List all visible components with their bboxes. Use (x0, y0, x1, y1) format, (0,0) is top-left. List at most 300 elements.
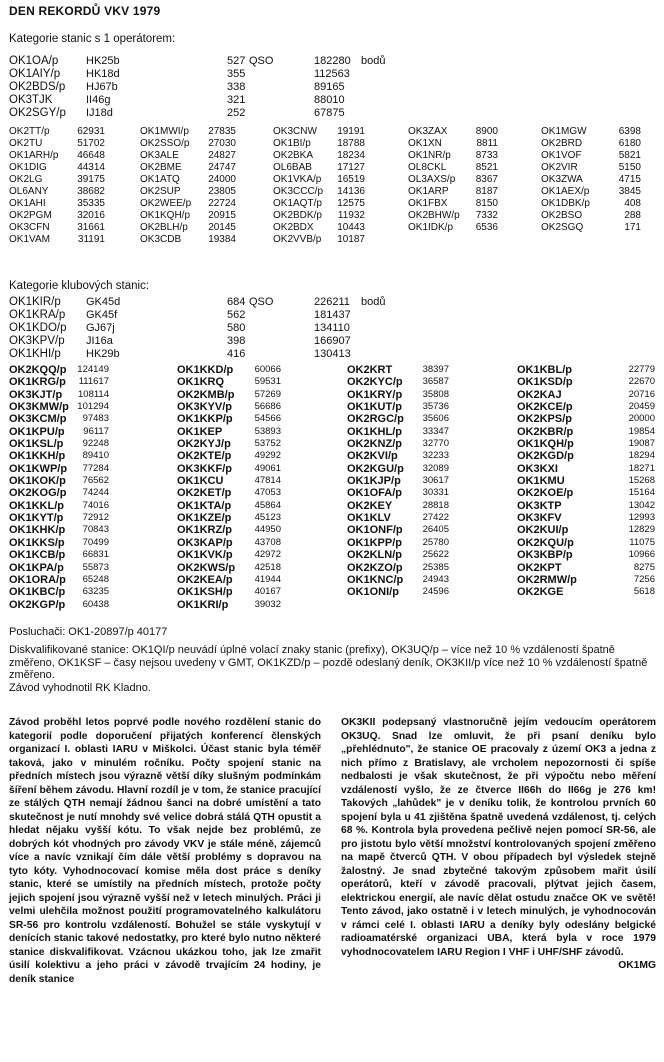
points: 27030 (208, 138, 236, 149)
callsign: OK2VIR (541, 162, 578, 173)
points: 112563 (314, 68, 350, 80)
callsign: OK2BDS/p (9, 81, 66, 93)
points: 10443 (337, 222, 365, 233)
callsign: OK2KYC/p (347, 376, 403, 389)
qso-count: 416 (227, 348, 246, 360)
callsign: OK1KMU (517, 475, 565, 488)
callsign: OK2KGD/p (517, 450, 574, 463)
callsign: OK1KCB/p (9, 549, 66, 562)
callsign: OK1KSD/p (517, 376, 573, 389)
points: 108114 (78, 388, 109, 400)
qso-label: QSO (249, 296, 274, 308)
callsign: OK1KPA/p (9, 561, 64, 574)
page-title: DEN REKORDŮ VKV 1979 (9, 4, 161, 18)
points: 124149 (77, 364, 109, 375)
callsign: OK1ONF/p (347, 524, 403, 537)
callsign: OK2KRT (347, 364, 393, 376)
points: 20459 (628, 401, 655, 413)
points: 97483 (82, 413, 109, 425)
callsign: OK2KMB/p (177, 388, 235, 401)
callsign: OK1KPU/p (9, 425, 65, 438)
callsign: OK1KRY/p (347, 388, 403, 401)
callsign: OK1ATQ (140, 174, 180, 185)
callsign: OK2SGQ (541, 222, 584, 233)
callsign: OK2KZO/p (347, 561, 403, 574)
callsign: OK1KCU (177, 475, 224, 488)
callsign: OK1NR/p (408, 150, 451, 161)
points: 23805 (208, 186, 236, 197)
callsign: OK1KKL/p (9, 499, 64, 512)
club-heading: Kategorie klubových stanic: (9, 280, 149, 292)
callsign: OK1KPP/p (347, 536, 403, 549)
callsign: OK2BDK/p (273, 210, 322, 221)
callsign: OK1ARP (408, 186, 449, 197)
callsign: OK2KWS/p (177, 561, 236, 574)
callsign: OK1KRQ (177, 376, 225, 389)
points: 11075 (629, 536, 655, 548)
points: 39175 (77, 174, 105, 185)
points: 66831 (82, 549, 109, 561)
callsign: OK2KOE/p (517, 487, 574, 500)
callsign: OK3CFN (9, 222, 50, 233)
points: 14136 (337, 186, 365, 197)
article-left-column (9, 716, 321, 986)
single-operator-heading: Kategorie stanic s 1 operátorem: (9, 33, 176, 45)
locator: HK25b (86, 55, 120, 67)
points: 3845 (618, 186, 641, 197)
points: 32089 (422, 462, 449, 474)
points: 28818 (422, 499, 449, 511)
points: 42972 (254, 549, 281, 561)
points: 22670 (628, 376, 655, 388)
qso-count: 684 (227, 296, 246, 308)
callsign: OK2KCE/p (517, 401, 573, 414)
points: 27835 (208, 126, 236, 137)
callsign: OK2KLN/p (347, 549, 402, 562)
points: 8811 (476, 138, 498, 149)
callsign: OK2BLH/p (140, 222, 188, 233)
points: 35808 (422, 388, 449, 400)
callsign: OK2SGY/p (9, 107, 66, 119)
points: 10966 (628, 549, 655, 561)
callsign: OK2KET/p (177, 487, 232, 500)
points: 18271 (628, 462, 655, 474)
callsign: OK1KBC/p (9, 586, 66, 599)
callsign: OK2KQU/p (517, 536, 574, 549)
points: 6180 (618, 138, 641, 149)
callsign: OK2KEY (347, 499, 393, 512)
callsign: OK1KRG/p (9, 376, 66, 389)
points: 24943 (422, 573, 449, 585)
callsign: OK1KHI/p (9, 348, 61, 360)
callsign: OK3KKF/p (177, 462, 232, 475)
callsign: OK1KZE/p (177, 512, 232, 525)
callsign: OK3KPV/p (9, 335, 65, 347)
callsign: OK1ORA/p (9, 573, 66, 586)
points: 57269 (254, 388, 281, 400)
points: 47053 (254, 487, 281, 499)
callsign: OK2KTE/p (177, 450, 232, 463)
callsign: OK1KRZ/p (177, 524, 232, 537)
points: 8275 (633, 561, 655, 573)
points: 20145 (208, 222, 236, 233)
points: 63235 (82, 586, 109, 598)
points: 101294 (77, 401, 109, 413)
points: 25385 (422, 561, 449, 573)
points: 24596 (422, 586, 449, 598)
callsign: OK2BDX (273, 222, 314, 233)
points: 70843 (82, 524, 109, 536)
points: 35335 (77, 198, 105, 209)
points: 12993 (628, 512, 655, 524)
points: 6398 (618, 126, 641, 137)
callsign: OK1KJP/p (347, 475, 401, 488)
callsign: OK1KKD/p (177, 364, 234, 376)
points: 32233 (422, 450, 449, 462)
points: 36587 (422, 376, 449, 388)
qso-count: 580 (227, 322, 246, 334)
callsign: OK1IDK/p (408, 222, 454, 233)
callsign: OK2BSO (541, 210, 583, 221)
callsign: OK1KNC/p (347, 573, 404, 586)
callsign: OK2KOG/p (9, 487, 67, 500)
points: 67875 (314, 107, 345, 119)
points: 43708 (254, 536, 281, 548)
qso-count: 527 (227, 55, 246, 67)
points: 88010 (314, 94, 345, 106)
callsign: OK2TU (9, 138, 43, 149)
points: 17127 (337, 162, 365, 173)
callsign: OK3KFV (517, 512, 562, 525)
points: 8187 (475, 186, 498, 197)
points: 70499 (82, 536, 109, 548)
callsign: OK1DIG (9, 162, 47, 173)
points: 4715 (618, 174, 641, 185)
points: 19384 (208, 234, 236, 245)
points: 25780 (422, 536, 449, 548)
callsign: OK2BME (140, 162, 182, 173)
callsign: OK2LG (9, 174, 43, 185)
callsign: OK1KQH/p (140, 210, 191, 221)
points: 45123 (254, 512, 281, 524)
points: 6536 (475, 222, 498, 233)
callsign: OK1KSH/p (177, 586, 233, 599)
callsign: OK3KYV/p (177, 401, 233, 414)
points: 32016 (77, 210, 105, 221)
callsign: OK1KBL/p (517, 364, 572, 376)
points: 10187 (337, 234, 365, 245)
points: 15164 (628, 487, 655, 499)
locator: HK18d (86, 68, 120, 80)
callsign: OK2KPS/p (517, 413, 573, 426)
points: 18294 (628, 450, 655, 462)
callsign: OK3KAP/p (177, 536, 233, 549)
points: 11932 (337, 210, 365, 221)
callsign: OK1AHI (9, 198, 46, 209)
points: 27422 (422, 512, 449, 524)
points: 55873 (82, 561, 109, 573)
points: 96117 (83, 425, 109, 437)
callsign: OK2RMW/p (517, 573, 577, 586)
callsign: OK1KYT/p (9, 512, 64, 525)
callsign: OK3ZAX (408, 126, 448, 137)
qso-label: QSO (249, 55, 274, 67)
points: 39032 (254, 598, 281, 610)
callsign: OK1FBX (408, 198, 448, 209)
points: 59531 (254, 376, 281, 388)
locator: GJ67j (86, 322, 115, 334)
points: 53893 (254, 425, 281, 437)
callsign: OK2KVI/p (347, 450, 398, 463)
points: 53752 (254, 438, 281, 450)
disqualified-note (9, 644, 655, 694)
callsign: OK2PGM (9, 210, 52, 221)
points: 19087 (628, 438, 655, 450)
callsign: OK2TT/p (9, 126, 50, 137)
points: 15268 (628, 475, 655, 487)
callsign: OK1XN (408, 138, 442, 149)
callsign: OK1AEX/p (541, 186, 590, 197)
points: 89410 (82, 450, 109, 462)
locator: JI16a (86, 335, 113, 347)
callsign: OK3CDB (140, 234, 182, 245)
points: 89165 (314, 81, 345, 93)
callsign: OK2KQQ/p (9, 364, 67, 376)
listeners-line: Posluchači: OK1-20897/p 40177 (9, 626, 168, 638)
points: 18234 (337, 150, 365, 161)
points: 40167 (254, 586, 281, 598)
points: 134110 (314, 322, 350, 334)
callsign: OK2BRD (541, 138, 583, 149)
locator: II46g (86, 94, 111, 106)
points: 41944 (254, 573, 281, 585)
callsign: OK2VVB/p (273, 234, 322, 245)
callsign: OK3KJT/p (9, 388, 63, 401)
points: 35736 (422, 401, 449, 413)
points: 60438 (82, 598, 109, 610)
points: 8733 (475, 150, 498, 161)
locator: GK45f (86, 309, 118, 321)
points: 60066 (254, 364, 281, 375)
callsign: OK1VAM (9, 234, 50, 245)
points: 288 (624, 210, 641, 221)
points: 42518 (254, 561, 281, 573)
callsign: OK1MWI/p (140, 126, 189, 137)
callsign: OK3CCC/p (273, 186, 324, 197)
callsign: OK1ARH/p (9, 150, 59, 161)
points-label: bodů (361, 55, 386, 67)
callsign: OK2BKA (273, 150, 314, 161)
callsign: OK2KAJ (517, 388, 562, 401)
points: 49292 (254, 450, 281, 462)
points: 54566 (254, 413, 281, 425)
article-left-text: Závod proběhl letos poprvé podle nového rozdělení stanic do kategorií podle doporučení přijatých konferencí členských organizací I. oblasti IARU v Miškolci. Účast stanic byla téměř taková, jako v minulém ročníku. Počty spojení stanic na předních místech jsou výrazně větší díky slušným podmínkám šíření během závodu. Hlavní rozdíl je v tom, že stanice pracující ze stálých QTH nemají žádnou šanci na dobré umístění a tato skutečnost je nutí mnohdy své velice dobrá stálá QTH opustit a hledat nějaku vyšší kótu. To však nejde bez problémů, ze dobrých kót vhodných pro závody VKV je stále méně, zájemců více a navíc vznikají čím dále větší problémy s dopravou na tyto kóty. Vyhodnocovací komise měla dost práce s deníky stanic, které se umístily na předních místech, protože počty jejich spojení jsou výrazně vyšší než v letech minulých. Práci ji velmi ulehčila možnost použití programovatelného kalkulátoru SR-56 pro kontrolu vzdáleností. Bohužel se stále vyskytují v denících stanic takové nedostatky, pro které bylo nutno některé stanice diskvalifikovat. Vzácnou ukázkou toho, jak lze zmařit úsilí kolektivu a jeho práci v závodě trvajícím 24 hodiny, je deník stanice (9, 717, 321, 985)
locator: HK29b (86, 348, 120, 360)
points: 44314 (77, 162, 105, 173)
points: 35606 (422, 413, 449, 425)
qso-count: 562 (227, 309, 246, 321)
callsign: OK1OA/p (9, 55, 59, 67)
points: 56686 (254, 401, 281, 413)
callsign: OK3ZWA (541, 174, 583, 185)
callsign: OK1AQT/p (273, 198, 322, 209)
callsign: OK3KTP (517, 499, 562, 512)
callsign: OK2BHW/p (408, 210, 460, 221)
points: 31661 (77, 222, 105, 233)
points: 12829 (628, 524, 655, 536)
evaluator-text: Závod vyhodnotil RK Kladno. (9, 681, 151, 694)
points: 12575 (337, 198, 365, 209)
callsign: OK1OFA/p (347, 487, 403, 500)
points: 32770 (422, 438, 449, 450)
callsign: OK1KKH/p (9, 450, 66, 463)
points: 30331 (422, 487, 449, 499)
points: 7256 (633, 573, 655, 585)
points: 46648 (77, 150, 105, 161)
callsign: OL6ANY (9, 186, 49, 197)
points: 8367 (475, 174, 498, 185)
callsign: OK2KEA/p (177, 573, 233, 586)
points: 20915 (208, 210, 236, 221)
points: 22779 (628, 364, 655, 375)
points: 181437 (314, 309, 351, 321)
points: 92248 (82, 438, 109, 450)
points: 182280 (314, 55, 351, 67)
points: 76562 (82, 475, 109, 487)
callsign: OK1KIR/p (9, 296, 61, 308)
points: 20000 (628, 413, 655, 425)
callsign: OK3CNW (273, 126, 317, 137)
points: 49061 (254, 462, 281, 474)
points: 74244 (82, 487, 109, 499)
points: 24747 (208, 162, 236, 173)
callsign: OK2RGC/p (347, 413, 404, 426)
points: 8521 (475, 162, 498, 173)
points: 8900 (475, 126, 498, 137)
callsign: OK1VOF (541, 150, 582, 161)
callsign: OK1KSL/p (9, 438, 64, 451)
points: 130413 (314, 348, 351, 360)
points: 33347 (422, 425, 449, 437)
callsign: OK2WEE/p (140, 198, 192, 209)
callsign: OK2KPT (517, 561, 562, 574)
callsign: OK3ALE (140, 150, 179, 161)
disqualified-text: Diskvalifikované stanice: OK1QI/p neuvádí úplné volací znaky stanic (prefixy), OK3UQ/p – více než 10 % vzdáleností špatně změřeno, OK1KSF – časy nejsou uvedeny v GMT, OK1KZD/p – pozdě odeslaný deník, OK3KII/p více než 10 % vzdáleností špatně změřeno. (9, 644, 648, 681)
points: 30617 (422, 475, 449, 487)
callsign: OK3TJK (9, 94, 53, 106)
points: 44950 (254, 524, 281, 536)
points: 5150 (618, 162, 641, 173)
points: 8150 (475, 198, 498, 209)
qso-count: 398 (227, 335, 246, 347)
callsign: OK1KRI/p (177, 598, 229, 611)
points: 111617 (78, 376, 109, 388)
callsign: OL3AXS/p (408, 174, 456, 185)
points-label: bodů (361, 296, 386, 308)
points: 31191 (77, 234, 105, 245)
callsign: OK3KCM/p (9, 413, 67, 426)
callsign: OK1KUT/p (347, 401, 402, 414)
callsign: OK2KYJ/p (177, 438, 231, 451)
points: 26405 (422, 524, 449, 536)
qso-count: 338 (227, 81, 246, 93)
points: 45864 (254, 499, 281, 511)
article-right-text: OK3KII podepsaný vlastnoručně jejím vedoucím operátorem OK3UQ. Snad lze omluvit, že při psaní deníku bylo „přehlédnuto", že stanice OE pracovaly z území OK3 a jedna z nich přímo z Bratislavy, ale vrcholem nepozornosti či spíše nedbalosti je však skutečnost, že při výpočtu nebo měření vzdáleností vyšlo, že ze čtverce II66h do II66g je 276 km! Takových „lahůdek" je v deníku tolik, že kontrolou prvních 60 spojení byla u 41 zjištěna špatně uvedená vzdálenost, tj. celých 68 %. Kontrola byla provedena pečlivě nejen pomocí SR-56, ale pro jistotu bylo větší množství kontrolovaných spojení změřeno na mapě čtverců QTH. V obou případech byl výsledek stejně žalostný. Je snad zbytečné takovým způsobem mařit úsilí operátorů, kteří v závodě pracovali, plýtvat jejich časem, elektrickou energií, ale navíc dělat ostudu značce OK ve světě! Tento závod, jako ostatně i v letech minulých, je vyhodnocován v rámci celé I. oblasti IARU a deníky byly odeslány belgické radioamatérské organizaci UBA, která byla v roce 1979 vyhodnocovatelem IARU Region I VHF i UHF/SHF závodů. (341, 717, 656, 958)
points: 20716 (628, 388, 655, 400)
points: 22724 (208, 198, 236, 209)
callsign: OK3KXI (517, 462, 558, 475)
callsign: OK1KTA/p (177, 499, 232, 512)
callsign: OK1KHK/p (9, 524, 66, 537)
author-signature: OK1MG (618, 960, 656, 971)
callsign: OK2SUP (140, 186, 181, 197)
points: 47814 (254, 475, 281, 487)
callsign: OK3KBP/p (517, 549, 573, 562)
points: 19854 (628, 425, 655, 437)
callsign: OK1KHL/p (347, 425, 402, 438)
points: 38397 (422, 364, 449, 375)
callsign: OK1DBK/p (541, 198, 590, 209)
callsign: OL8CKL (408, 162, 447, 173)
points: 5821 (618, 150, 641, 161)
points: 38682 (77, 186, 105, 197)
points: 408 (624, 198, 641, 209)
points: 16519 (337, 174, 365, 185)
callsign: OK1KOK/p (9, 475, 66, 488)
callsign: OK2KGU/p (347, 462, 404, 475)
qso-count: 252 (227, 107, 246, 119)
locator: GK45d (86, 296, 121, 308)
callsign: OK1KRA/p (9, 309, 66, 321)
qso-count: 355 (227, 68, 246, 80)
points: 65248 (82, 573, 109, 585)
callsign: OK1KEP (177, 425, 223, 438)
callsign: OK1KVK/p (177, 549, 233, 562)
points: 5618 (633, 586, 655, 598)
callsign: OK2KBR/p (517, 425, 574, 438)
callsign: OK1KKS/p (9, 536, 65, 549)
points: 19191 (337, 126, 365, 137)
points: 72912 (82, 512, 109, 524)
callsign: OK1KLV (347, 512, 391, 525)
callsign: OK2KUI/p (517, 524, 569, 537)
callsign: OK1ONI/p (347, 586, 399, 599)
points: 226211 (314, 296, 350, 308)
points: 171 (624, 222, 641, 233)
callsign: OK2KGP/p (9, 598, 66, 611)
points: 13042 (628, 499, 655, 511)
points: 24000 (208, 174, 236, 185)
points: 7332 (475, 210, 498, 221)
callsign: OK3KMW/p (9, 401, 69, 414)
qso-count: 321 (227, 94, 246, 106)
callsign: OK1VKA/p (273, 174, 322, 185)
callsign: OK1AIY/p (9, 68, 61, 80)
locator: IJ18d (86, 107, 113, 119)
points: 25622 (422, 549, 449, 561)
callsign: OK2SSO/p (140, 138, 190, 149)
article-right-column (341, 716, 656, 973)
points: 51702 (77, 138, 105, 149)
points: 18788 (337, 138, 365, 149)
callsign: OL6BAB (273, 162, 312, 173)
points: 74016 (82, 499, 109, 511)
points: 62931 (77, 126, 105, 137)
callsign: OK1BI/p (273, 138, 311, 149)
locator: HJ67b (86, 81, 118, 93)
points: 166907 (314, 335, 351, 347)
callsign: OK1MGW (541, 126, 587, 137)
